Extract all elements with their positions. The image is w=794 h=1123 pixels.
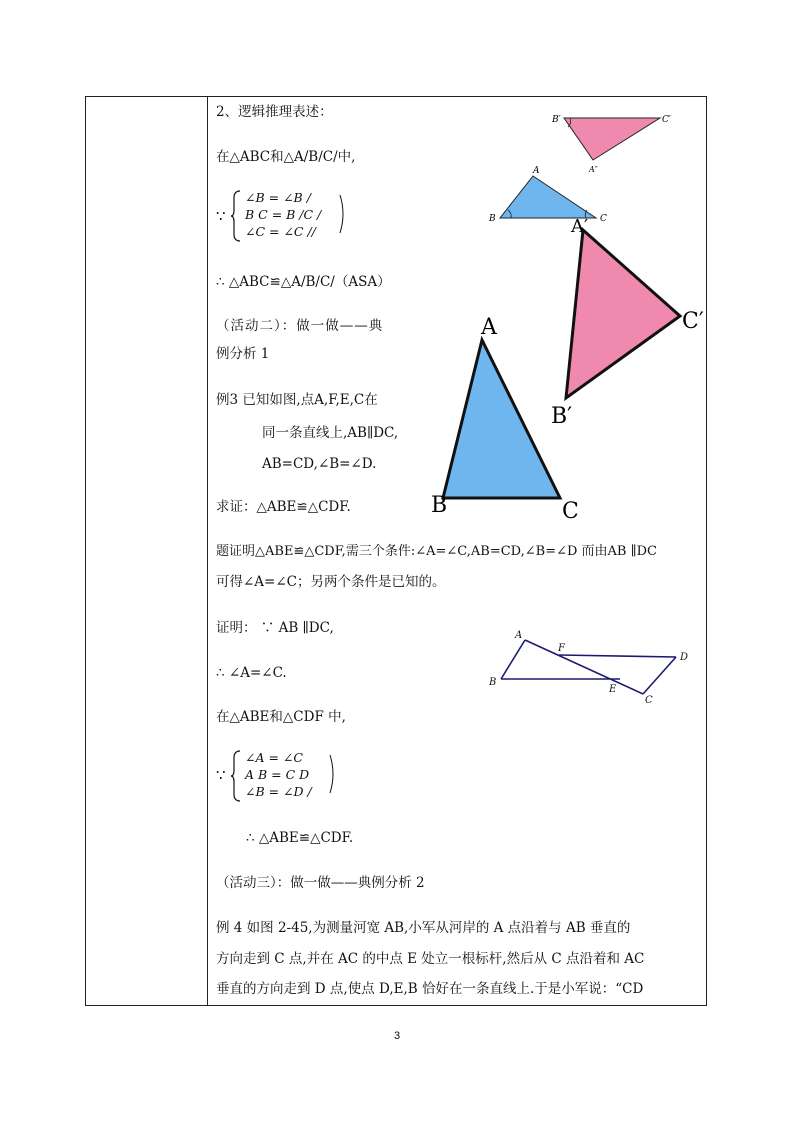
prove-statement: 求证：△ABE≌△CDF. (216, 499, 351, 515)
analysis-line: 可得∠A=∠C；另两个条件是已知的。 (216, 574, 446, 590)
equation-row: B C = B /C / (245, 207, 322, 222)
vertex-label: D (680, 652, 689, 663)
example-line: 同一条直线上,AB∥DC, (262, 425, 399, 441)
section-heading: 2、逻辑推理表述： (216, 104, 333, 120)
proof-line: 证明： ∵ AB ∥DC, (216, 620, 334, 636)
because-symbol: ∵ (216, 766, 226, 784)
equation-row: ∠C = ∠C // (245, 224, 316, 239)
vertex-label: C′ (682, 309, 704, 334)
vertex-label: A (515, 630, 523, 641)
parallel-segment-figure (501, 640, 676, 694)
analysis-line: 题证明△ABE≌△CDF,需三个条件:∠A=∠C,AB=CD,∠B=∠D 而由AB ∥DC (216, 544, 657, 559)
vertex-label: C (600, 214, 607, 224)
activity-heading-cont: 例分析 1 (216, 346, 270, 362)
large-pink-triangle (551, 216, 704, 429)
because-symbol: ∵ (216, 207, 226, 225)
example-line: 方向走到 C 点,并在 AC 的中点 E 处立一根标杆,然后从 C 点沿着和 AC (216, 951, 645, 967)
example-line: 例3 已知如图,点A,F,E,C在 (216, 392, 378, 408)
vertex-label: A (533, 166, 540, 176)
vertex-label: B (489, 677, 497, 688)
page-number: 3 (393, 1030, 401, 1042)
example-line: 例 4 如图 2-45,为测量河宽 AB,小军从河岸的 A 点沿着与 AB 垂直的 (216, 920, 631, 936)
proof-line: ∴ ∠A=∠C. (216, 665, 287, 681)
text-line: 在△ABC和△A/B/C/中, (216, 149, 356, 165)
vertex-label: B (431, 493, 448, 518)
equation-row: ∠B = ∠B / (245, 190, 311, 205)
equation-row: ∠A = ∠C (245, 750, 303, 765)
vertex-label: A (481, 315, 497, 340)
example-line: 垂直的方向走到 D 点,使点 D,E,B 恰好在一条直线上.于是小军说：“CD (216, 981, 644, 997)
vertex-label: C (645, 695, 653, 706)
small-blue-triangle (488, 166, 607, 224)
equation-row: ∠B = ∠D / (245, 784, 312, 799)
vertex-label: E (609, 684, 617, 695)
vertex-label: F (558, 643, 565, 654)
small-pink-triangle (551, 115, 671, 174)
example-line: AB=CD,∠B=∠D. (262, 456, 377, 472)
equation-row: A B = C D (245, 767, 310, 782)
vertex-label: A′ (571, 216, 589, 237)
vertex-label: A″ (589, 165, 598, 174)
vertex-label: B′ (552, 115, 561, 125)
conclusion: ∴ △ABC≌△A/B/C/（ASA） (216, 274, 391, 290)
conclusion: ∴ △ABE≌△CDF. (246, 830, 354, 846)
activity-heading: （活动三）：做一做——典例分析 2 (216, 875, 425, 891)
vertex-label: C (562, 499, 579, 524)
vertex-label: B′ (551, 404, 573, 429)
vertex-label: B (489, 214, 496, 224)
vertex-label: C′ (662, 115, 671, 125)
text-line: 在△ABE和△CDF 中, (216, 709, 346, 725)
activity-heading: （活动二）：做一做——典 (216, 318, 384, 334)
